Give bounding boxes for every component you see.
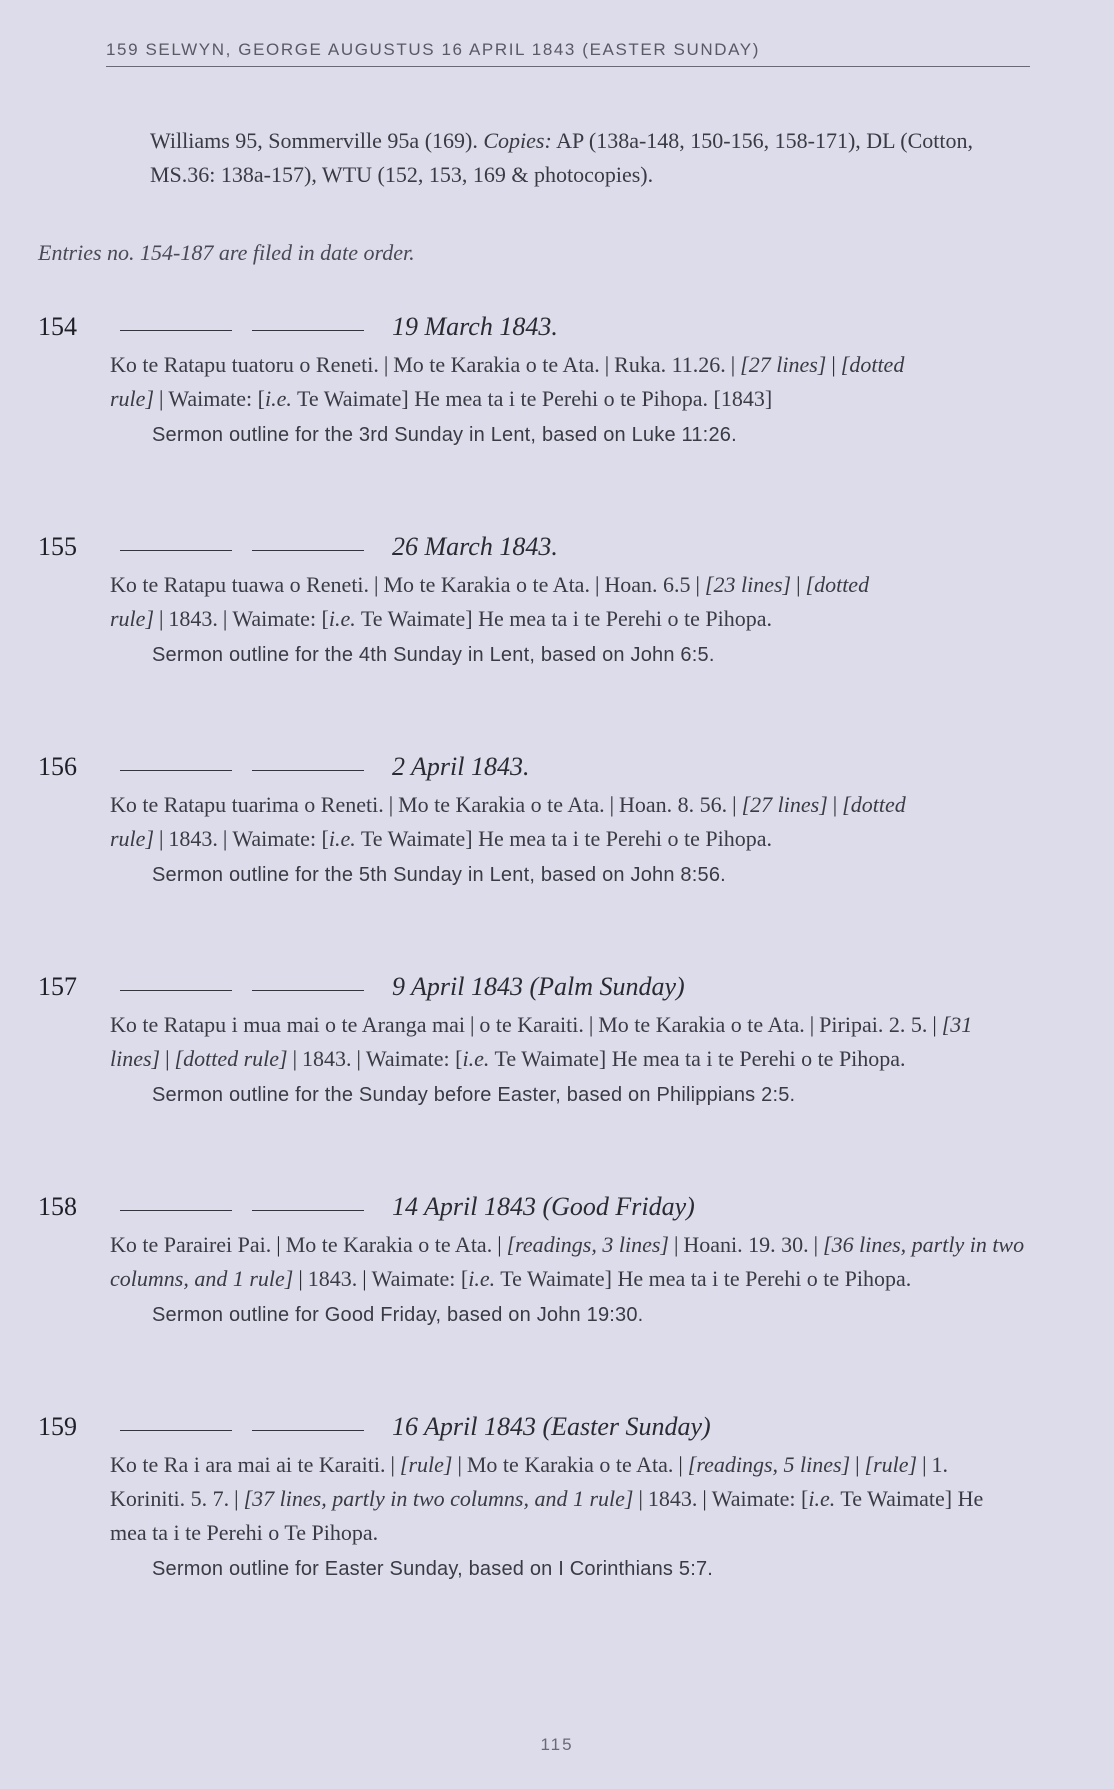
title-segment: 1843. [168, 606, 218, 631]
entry-description: Sermon outline for Easter Sunday, based on I Corinthians 5:7. [152, 1558, 714, 1580]
entry-number: 154 [38, 312, 77, 341]
title-segment: Te Waimate] He mea ta i te Perehi o te Pihopa. [1843] [291, 386, 773, 411]
title-segment: 1. Koriniti. 5. 7. [110, 1452, 949, 1511]
entry-heading [38, 972, 1028, 1008]
title-segment: i.e. [328, 606, 356, 631]
title-segment: Mo te Karakia o te Ata. [383, 572, 590, 597]
page-number: 115 [540, 1735, 574, 1754]
title-segment: Te Waimate] He mea ta i te Perehi o te Pihopa. [355, 826, 772, 851]
entry-156 [38, 752, 1028, 887]
title-segment: Ruka. 11.26. [614, 352, 726, 377]
entry-number: 155 [38, 532, 77, 561]
title-segment: Te Waimate] He mea ta i te Perehi o te Pihopa. [495, 1266, 912, 1291]
author-dash [120, 1430, 232, 1431]
title-segment: Hoan. 6.5 [604, 572, 691, 597]
title-segment: [dotted rule] [110, 352, 905, 411]
entry-description: Sermon outline for the 3rd Sunday in Lent, based on Luke 11:26. [152, 424, 737, 446]
title-segment: [36 lines, partly in two columns, and 1 rule] [110, 1232, 1025, 1291]
entry-description: Sermon outline for the Sunday before Easter, based on Philippians 2:5. [152, 1084, 796, 1106]
title-segment: [rule] [399, 1452, 453, 1477]
title-segment: 1843. [168, 826, 218, 851]
title-segment: [dotted rule] [110, 792, 906, 851]
title-dash [252, 550, 364, 551]
copies-label: Copies: [483, 128, 552, 153]
title-segment: Mo te Karakia o te Ata. [285, 1232, 493, 1257]
author-dash [120, 770, 232, 771]
entry-number: 158 [38, 1192, 77, 1221]
entry-heading [38, 532, 1028, 568]
running-head: 159 SELWYN, GEORGE AUGUSTUS 16 APRIL 1843 (EASTER SUNDAY) [106, 40, 1030, 67]
title-segment: i.e. [468, 1266, 496, 1291]
title-segment: Hoani. 19. 30. [683, 1232, 809, 1257]
entry-date: 2 April 1843. [392, 752, 530, 781]
title-segment: Te Waimate] He mea ta i te Perehi o Te Pihopa. [110, 1486, 984, 1545]
title-segment: Hoan. 8. 56. [619, 792, 728, 817]
title-segment: Mo te Karakia o te Ata. [393, 352, 600, 377]
entry-transcription: Ko te Ratapu tuarima o Reneti. | Mo te Karakia o te Ata. | Hoan. 8. 56. | [27 lines] | [dotted rule] | 1843. | Waimate: [i.e. Te Waimate] He mea ta i te Perehi o te Pihopa. [110, 792, 906, 851]
entry-date: 26 March 1843. [392, 532, 558, 561]
entry-transcription: Ko te Ra i ara mai ai te Karaiti. | [rule] | Mo te Karakia o te Ata. | [readings, 5 lines] | [rule] | 1. Koriniti. 5. 7. | [37 lines, partly in two columns, and 1 rule] | 1843. | Waimate: [i.e. Te Waimate] He mea ta i te Perehi o Te Pihopa. [110, 1452, 984, 1545]
intro-text-a: Williams 95, Sommerville 95a (169). [150, 128, 484, 153]
entry-date: 14 April 1843 (Good Friday) [392, 1192, 695, 1221]
entry-heading [38, 312, 1028, 348]
title-segment: Te Waimate] He mea ta i te Perehi o te Pihopa. [355, 606, 772, 631]
title-segment: Te Waimate] He mea ta i te Perehi o te Pihopa. [489, 1046, 906, 1071]
title-segment: i.e. [328, 826, 356, 851]
title-dash [252, 1210, 364, 1211]
title-segment: 1843. [647, 1486, 698, 1511]
entry-transcription: Ko te Parairei Pai. | Mo te Karakia o te Ata. | [readings, 3 lines] | Hoani. 19. 30. | [36 lines, partly in two columns, and 1 rule] | 1843. | Waimate: [i.e. Te Waimate] He mea ta i te Perehi o te Pihopa. [110, 1232, 1025, 1291]
entry-157 [38, 972, 1028, 1107]
title-segment: i.e. [808, 1486, 836, 1511]
entry-date: 9 April 1843 (Palm Sunday) [392, 972, 685, 1001]
title-segment: [27 lines] [741, 792, 828, 817]
title-dash [252, 1430, 364, 1431]
author-dash [120, 990, 232, 991]
title-segment: Waimate: [ [232, 606, 329, 631]
entry-number: 156 [38, 752, 77, 781]
entry-heading [38, 752, 1028, 788]
entry-description: Sermon outline for the 5th Sunday in Lent, based on John 8:56. [152, 864, 726, 886]
title-segment: [37 lines, partly in two columns, and 1 rule] [243, 1486, 634, 1511]
entry-number: 159 [38, 1412, 77, 1441]
entry-date: 16 April 1843 (Easter Sunday) [392, 1412, 711, 1441]
intro-text-b: AP (138a-148, 150-156, 158-171), DL (Cotton, MS.36: 138a-157), WTU (152, 153, 169 & photocopies). [150, 128, 974, 187]
entry-heading [38, 1192, 1028, 1228]
title-segment: [dotted rule] [110, 572, 870, 631]
title-dash [252, 330, 364, 331]
title-segment: Ko te Ratapu i mua mai o te Aranga mai [110, 1012, 465, 1037]
entry-description: Sermon outline for Good Friday, based on John 19:30. [152, 1304, 644, 1326]
title-segment: Mo te Karakia o te Ata. [466, 1452, 674, 1477]
title-segment: Ko te Ratapu tuarima o Reneti. [110, 792, 384, 817]
title-segment: Mo te Karakia o te Ata. [398, 792, 605, 817]
title-segment: Waimate: [ [371, 1266, 469, 1291]
title-segment: [rule] [864, 1452, 918, 1477]
title-segment: Ko te Ra i ara mai ai te Karaiti. [110, 1452, 386, 1477]
title-segment: Waimate: [ [365, 1046, 463, 1071]
title-segment: 1843. [302, 1046, 352, 1071]
title-segment: i.e. [264, 386, 292, 411]
entry-number: 157 [38, 972, 77, 1001]
title-segment: Waimate: [ [232, 826, 329, 851]
entry-date: 19 March 1843. [392, 312, 558, 341]
title-segment: i.e. [462, 1046, 490, 1071]
title-segment: 1843. [307, 1266, 358, 1291]
title-segment: [readings, 5 lines] [687, 1452, 851, 1477]
title-segment: [23 lines] [704, 572, 792, 597]
entry-159 [38, 1412, 1028, 1581]
entry-155 [38, 532, 1028, 667]
entry-154 [38, 312, 1028, 447]
title-segment: [31 lines] [110, 1012, 973, 1071]
author-dash [120, 1210, 232, 1211]
author-dash [120, 550, 232, 551]
entry-heading [38, 1412, 1028, 1448]
author-dash [120, 330, 232, 331]
entry-158 [38, 1192, 1028, 1327]
title-segment: [dotted rule] [174, 1046, 288, 1071]
entry-transcription: Ko te Ratapu i mua mai o te Aranga mai | o te Karaiti. | Mo te Karakia o te Ata. | Piripai. 2. 5. | [31 lines] | [dotted rule] | 1843. | Waimate: [i.e. Te Waimate] He mea ta i te Perehi o te Pihopa. [110, 1012, 973, 1071]
intro-paragraph [150, 124, 1020, 192]
title-segment: Ko te Ratapu tuatoru o Reneti. [110, 352, 379, 377]
entry-transcription: Ko te Ratapu tuawa o Reneti. | Mo te Karakia o te Ata. | Hoan. 6.5 | [23 lines] | [dotted rule] | 1843. | Waimate: [i.e. Te Waimate] He mea ta i te Perehi o te Pihopa. [110, 572, 870, 631]
title-segment: [27 lines] [740, 352, 827, 377]
title-segment: o te Karaiti. [479, 1012, 584, 1037]
title-segment: Mo te Karakia o te Ata. [598, 1012, 805, 1037]
title-dash [252, 990, 364, 991]
entry-description: Sermon outline for the 4th Sunday in Lent, based on John 6:5. [152, 644, 715, 666]
title-segment: Waimate: [ [168, 386, 265, 411]
title-segment: [readings, 3 lines] [506, 1232, 669, 1257]
title-segment: Ko te Parairei Pai. [110, 1232, 272, 1257]
filing-note: Entries no. 154-187 are filed in date order. [38, 240, 415, 265]
title-segment: Piripai. 2. 5. [819, 1012, 928, 1037]
entry-transcription: Ko te Ratapu tuatoru o Reneti. | Mo te Karakia o te Ata. | Ruka. 11.26. | [27 lines] | [dotted rule] | Waimate: [i.e. Te Waimate] He mea ta i te Perehi o te Pihopa. [1843] [110, 352, 905, 411]
title-segment: Ko te Ratapu tuawa o Reneti. [110, 572, 370, 597]
title-dash [252, 770, 364, 771]
title-segment: Waimate: [ [711, 1486, 809, 1511]
